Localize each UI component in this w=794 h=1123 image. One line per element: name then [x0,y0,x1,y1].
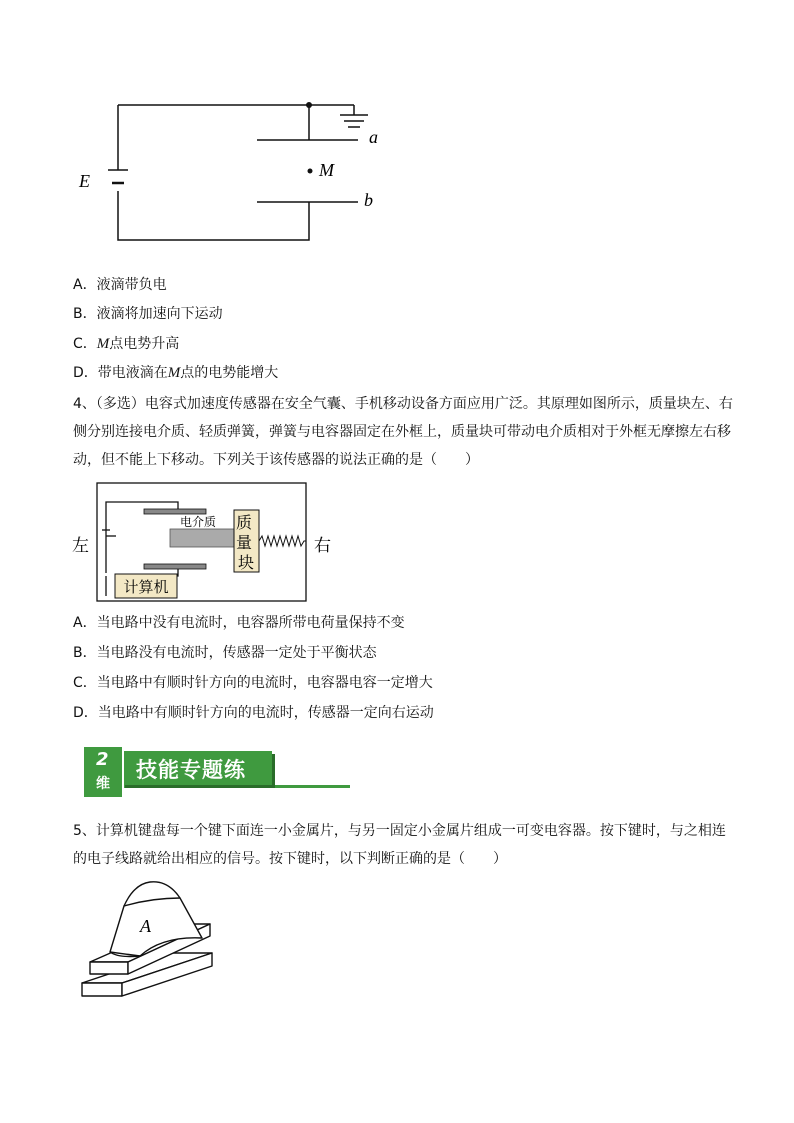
label-A: A [140,916,151,936]
q4-option-c: C．当电路中有顺时针方向的电流时，电容器电容一定增大 [73,675,433,691]
label-a: a [369,127,378,147]
banner-number: 2 [96,749,109,770]
q4-stem: 4、（多选）电容式加速度传感器在安全气囊、手机移动设备方面应用广泛。其原理如图所示，质量块左、右侧分别连接电介质、轻质弹簧，弹簧与电容器固定在外框上，质量块可带动电介质相对于外框无摩擦左右移动，但不能上下移动。下列关于该传感器的说法正确的是（ ） [73,396,733,468]
accelerometer-figure [68,478,348,606]
keyboard-key-figure [78,878,218,1003]
banner-unit: 维 [96,776,110,792]
banner-title-box [122,751,272,785]
banner-number-box [82,745,124,799]
label-M: M [319,160,334,180]
q4-option-a: A．当电路中没有电流时，电容器所带电荷量保持不变 [73,615,405,631]
banner-title: 技能专题练 [136,758,246,782]
section-banner [82,745,277,800]
q3-option-d: D．带电液滴在M点的电势能增大 [73,365,279,381]
capacitor-circuit-figure [70,95,400,250]
label-left: 左 [72,536,89,555]
label-computer: 计算机 [123,580,169,596]
label-dielectric: 电介质 [180,515,217,529]
banner-underline [122,785,350,788]
q3-option-a: A．液滴带负电 [73,277,167,293]
label-b: b [364,190,373,210]
q5-stem: 5、计算机键盘每一个键下面连一小金属片，与另一固定小金属片组成一可变电容器。按下键时，与之相连的电子线路就给出相应的信号。按下键时，以下判断正确的是（ ） [73,823,726,867]
q3-option-c: C．M点电势升高 [73,336,180,352]
label-E: E [79,171,90,191]
q3-option-b: B．液滴将加速向下运动 [73,306,223,322]
label-right: 右 [314,536,331,555]
q4-option-d: D．当电路中有顺时针方向的电流时，传感器一定向右运动 [73,705,434,721]
label-mass: 质 量 块 [235,515,255,572]
q4-option-b: B．当电路没有电流时，传感器一定处于平衡状态 [73,645,377,661]
